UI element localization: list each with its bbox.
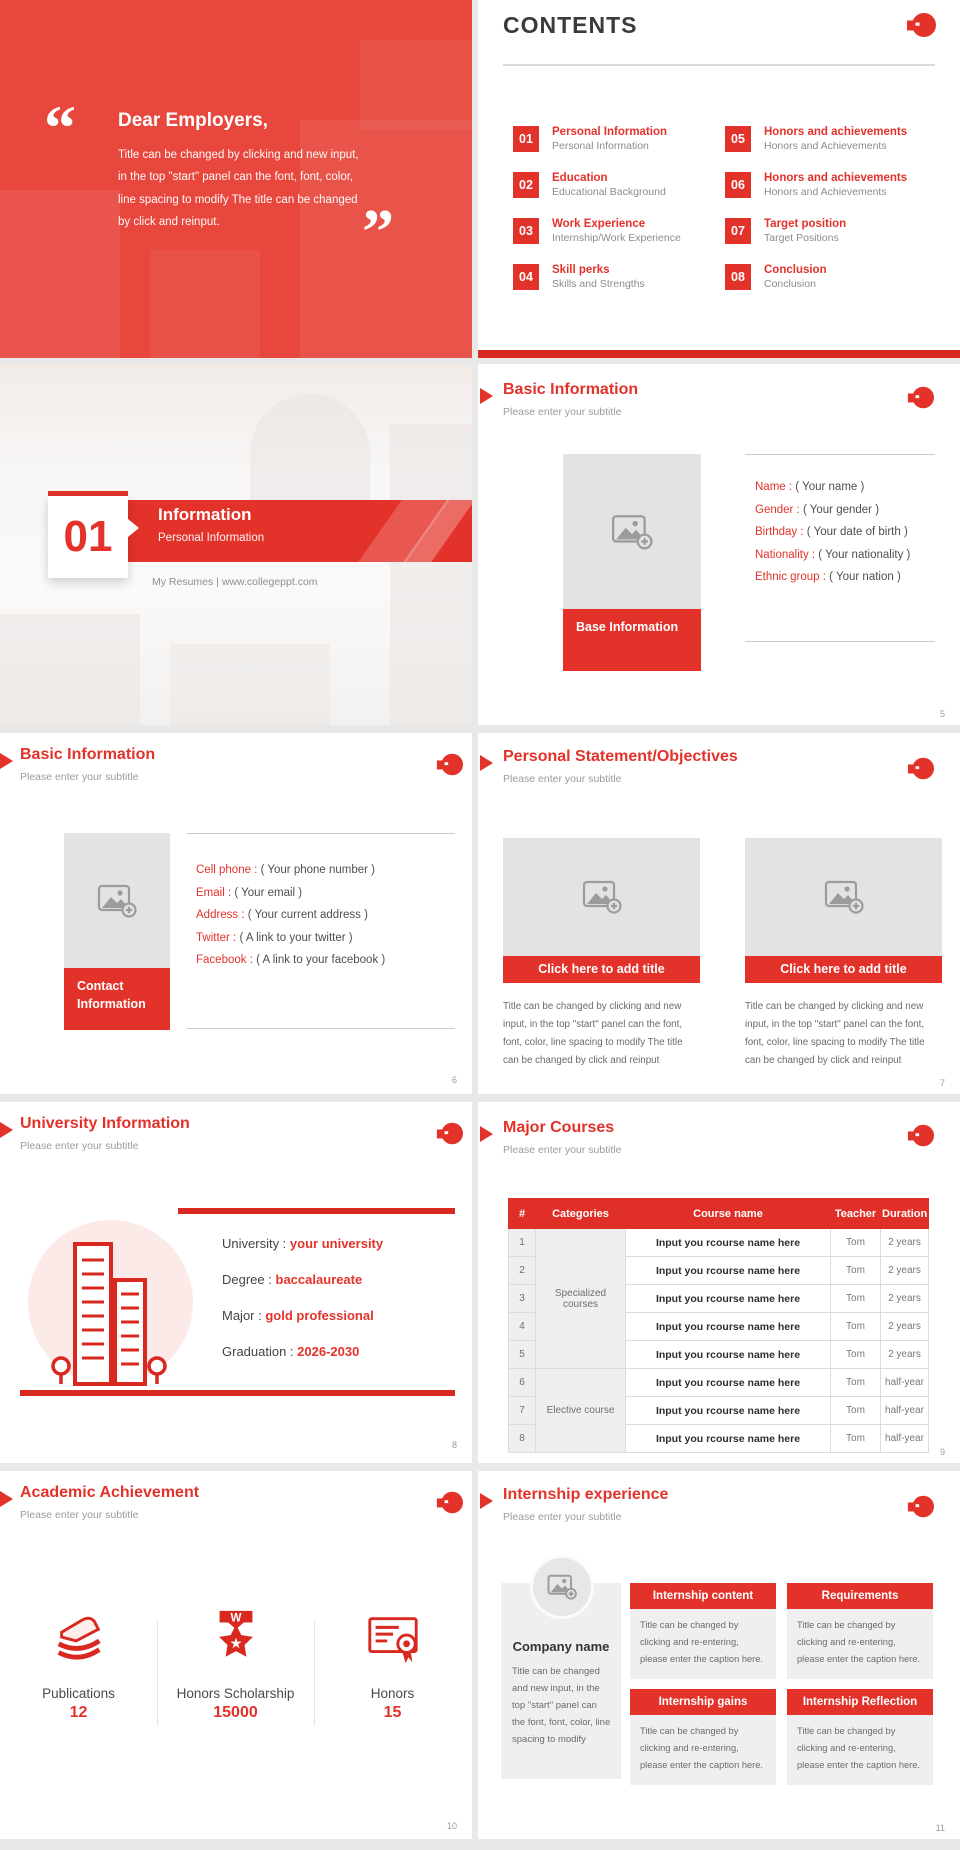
intro-heading: Dear Employers, bbox=[118, 110, 268, 131]
add-title-button[interactable]: Click here to add title bbox=[745, 956, 942, 983]
building-shape bbox=[360, 40, 472, 130]
add-image-icon bbox=[611, 514, 653, 550]
title-arrow-icon bbox=[0, 1491, 13, 1507]
section-footer: My Resumes | www.collegeppt.com bbox=[152, 576, 318, 588]
contact-information-label: Contact Information bbox=[64, 968, 170, 1030]
add-title-button[interactable]: Click here to add title bbox=[503, 956, 700, 983]
slide-title: Personal Statement/Objectives bbox=[503, 748, 738, 765]
card-body-text: Title can be changed by clicking and new input, in the top "start" panel can the font, font, color, line spacing to modify The title can be changed by click and reinput bbox=[503, 1001, 683, 1067]
table-row: 2 Input you rcourse name here Tom 2 years bbox=[509, 1257, 929, 1285]
slide-internship-experience[interactable] bbox=[478, 1471, 960, 1839]
slide-subtitle: Please enter your subtitle bbox=[20, 1509, 139, 1521]
intro-body: Title can be changed by clicking and new input, in the top "start" panel can the font, font, color, line spacing to modify The title can be changed by click and reinput. bbox=[118, 149, 359, 229]
title-arrow-icon bbox=[480, 1126, 493, 1142]
divider bbox=[503, 64, 935, 66]
red-blob-icon bbox=[907, 755, 934, 782]
field-row: Gender : ( Your gender ) bbox=[755, 503, 880, 516]
internship-box-body: Title can be changed by clicking and re-entering, please enter the caption here. bbox=[787, 1609, 933, 1679]
field-row: University : your university bbox=[222, 1236, 384, 1251]
internship-box-title: Requirements bbox=[787, 1583, 933, 1609]
top-red-bar bbox=[178, 1208, 455, 1214]
slide-title: Basic Information bbox=[20, 746, 156, 763]
info-fields bbox=[755, 476, 910, 589]
achievement-value: 15000 bbox=[213, 1704, 258, 1721]
company-photo-circle[interactable] bbox=[530, 1555, 594, 1619]
slide-personal-statement[interactable] bbox=[478, 733, 960, 1094]
svg-text:W: W bbox=[230, 1611, 241, 1625]
building-shape bbox=[390, 424, 472, 725]
publications-books-icon bbox=[50, 1609, 108, 1667]
open-quote-icon: “ bbox=[44, 92, 76, 163]
bottom-red-bar bbox=[478, 350, 960, 358]
internship-box-title: Internship Reflection bbox=[787, 1689, 933, 1715]
scholarship-medal-icon bbox=[207, 1609, 265, 1667]
page-number: 8 bbox=[451, 1440, 457, 1450]
image-placeholder[interactable] bbox=[503, 838, 700, 956]
slide-subtitle: Please enter your subtitle bbox=[503, 406, 622, 418]
field-row: Major : gold professional bbox=[222, 1308, 374, 1323]
category-cell: Elective course bbox=[536, 1369, 626, 1453]
company-name: Company name bbox=[512, 1639, 610, 1654]
field-row: Name : ( Your name ) bbox=[755, 481, 865, 493]
section-title: Information bbox=[158, 505, 252, 524]
building-shape bbox=[150, 250, 260, 358]
slide-intro[interactable] bbox=[0, 0, 472, 358]
svg-text:★: ★ bbox=[229, 1636, 242, 1651]
field-row: Facebook : ( A link to your facebook ) bbox=[196, 954, 386, 966]
red-blob-icon bbox=[436, 751, 463, 778]
achievement-label: Publications bbox=[42, 1686, 115, 1701]
red-blob-icon bbox=[436, 1120, 463, 1147]
slide-title: Basic Information bbox=[503, 381, 639, 398]
field-row: Nationality : ( Your nationality ) bbox=[755, 548, 911, 561]
company-body: Title can be changed and new input, in the top "start" panel can the font, font, color, line spacing to modify bbox=[512, 1666, 611, 1746]
contents-title: CONTENTS bbox=[503, 12, 638, 38]
slide-subtitle: Please enter your subtitle bbox=[503, 1511, 622, 1523]
item-number: 02 bbox=[513, 172, 539, 198]
red-blob-icon bbox=[906, 10, 936, 40]
table-row: 8 Input you rcourse name here Tom half-year bbox=[509, 1425, 929, 1453]
achievement-label: Honors Scholarship bbox=[176, 1686, 295, 1701]
building-shape bbox=[0, 614, 140, 725]
slide-section-01[interactable] bbox=[0, 364, 472, 725]
divider bbox=[187, 1028, 455, 1029]
item-number: 01 bbox=[513, 126, 539, 152]
achievement-label: Honors bbox=[370, 1686, 415, 1701]
field-row: Email : ( Your email ) bbox=[196, 886, 303, 899]
table-row: 7 Input you rcourse name here Tom half-year bbox=[509, 1397, 929, 1425]
photo-placeholder[interactable] bbox=[64, 833, 170, 968]
slide-subtitle: Please enter your subtitle bbox=[503, 1144, 622, 1156]
field-row: Address : ( Your current address ) bbox=[196, 909, 368, 921]
red-blob-icon bbox=[436, 1489, 463, 1516]
item-number: 06 bbox=[725, 172, 751, 198]
slide-title: Academic Achievement bbox=[20, 1484, 200, 1501]
photo-placeholder[interactable] bbox=[563, 454, 701, 609]
close-quote-icon: ” bbox=[362, 196, 394, 267]
achievement-value: 12 bbox=[69, 1704, 88, 1721]
internship-box-body: Title can be changed by clicking and re-entering, please enter the caption here. bbox=[630, 1609, 776, 1679]
slide-subtitle: Please enter your subtitle bbox=[20, 771, 139, 783]
internship-box-title: Internship content bbox=[630, 1583, 776, 1609]
building-shape bbox=[250, 394, 370, 514]
table-row: 3 Input you rcourse name here Tom 2 years bbox=[509, 1285, 929, 1313]
slide-title: Internship experience bbox=[503, 1486, 669, 1503]
red-blob-icon bbox=[907, 384, 934, 411]
title-arrow-icon bbox=[480, 1493, 493, 1509]
table-row: 1 Specialized courses Input you rcourse name here Tom 2 years bbox=[509, 1229, 929, 1257]
title-arrow-icon bbox=[480, 388, 493, 404]
achievement-item bbox=[0, 1609, 157, 1722]
add-image-icon bbox=[824, 880, 864, 914]
page-number: 9 bbox=[939, 1447, 945, 1457]
contact-fields bbox=[196, 859, 385, 972]
slide-academic-achievement[interactable] bbox=[0, 1471, 472, 1839]
honors-certificate-icon bbox=[364, 1609, 422, 1667]
item-number: 07 bbox=[725, 218, 751, 244]
slide-basic-information[interactable] bbox=[478, 364, 960, 725]
slide-subtitle: Please enter your subtitle bbox=[503, 773, 622, 785]
add-image-icon bbox=[547, 1574, 577, 1600]
section-number: 01 bbox=[63, 512, 113, 561]
divider bbox=[187, 833, 455, 834]
title-arrow-icon bbox=[0, 753, 13, 769]
slide-university-information[interactable] bbox=[0, 1102, 472, 1463]
field-row: Degree : baccalaureate bbox=[222, 1272, 363, 1287]
divider bbox=[745, 641, 935, 642]
bottom-red-bar bbox=[20, 1390, 455, 1396]
page-number: 5 bbox=[939, 709, 945, 719]
divider bbox=[745, 454, 935, 455]
page-number: 6 bbox=[451, 1075, 457, 1085]
university-building-icon bbox=[45, 1218, 170, 1390]
courses-table[interactable] bbox=[508, 1198, 929, 1453]
table-header-row: # Categories Course name Teacher Duration bbox=[509, 1199, 929, 1229]
red-blob-icon bbox=[907, 1493, 934, 1520]
internship-box-title: Internship gains bbox=[630, 1689, 776, 1715]
add-image-icon bbox=[97, 884, 137, 918]
section-number-card bbox=[48, 496, 128, 578]
page-number: 10 bbox=[446, 1821, 457, 1831]
building-shape bbox=[170, 644, 330, 725]
section-subtitle: Personal Information bbox=[158, 532, 265, 544]
image-placeholder[interactable] bbox=[745, 838, 942, 956]
table-row: 4 Input you rcourse name here Tom 2 years bbox=[509, 1313, 929, 1341]
item-number: 05 bbox=[725, 126, 751, 152]
building-shape bbox=[0, 190, 120, 358]
achievement-item bbox=[314, 1609, 471, 1722]
item-number: 04 bbox=[513, 264, 539, 290]
university-fields bbox=[222, 1236, 383, 1359]
field-row: Cell phone : ( Your phone number ) bbox=[196, 864, 376, 876]
card-body-text: Title can be changed by clicking and new input, in the top "start" panel can the font, font, color, line spacing to modify The title can be changed by click and reinput bbox=[745, 1001, 925, 1067]
achievement-value: 15 bbox=[383, 1704, 402, 1721]
slide-contact-information[interactable] bbox=[0, 733, 472, 1094]
category-cell: Specialized courses bbox=[536, 1229, 626, 1369]
item-number: 03 bbox=[513, 218, 539, 244]
title-arrow-icon bbox=[0, 1122, 13, 1138]
card-notch bbox=[128, 519, 139, 537]
slide-major-courses[interactable] bbox=[478, 1102, 960, 1463]
page-number: 7 bbox=[939, 1078, 945, 1088]
base-information-label: Base Information bbox=[563, 609, 701, 671]
title-arrow-icon bbox=[480, 755, 493, 771]
item-number: 08 bbox=[725, 264, 751, 290]
table-row: 5 Input you rcourse name here Tom 2 years bbox=[509, 1341, 929, 1369]
red-blob-icon bbox=[907, 1122, 934, 1149]
slide-subtitle: Please enter your subtitle bbox=[20, 1140, 139, 1152]
add-image-icon bbox=[582, 880, 622, 914]
field-row: Ethnic group : ( Your nation ) bbox=[755, 571, 901, 583]
slide-title: University Information bbox=[20, 1115, 190, 1132]
internship-box-body: Title can be changed by clicking and re-entering, please enter the caption here. bbox=[630, 1715, 776, 1785]
slide-contents[interactable]: CONTENTS 01 Personal Information Personal Information 02 Education Educational Background 03 Work Experience Internship/Work Experience 04 Skill perks Skills and Strengths 05 Honors and achievements Honors and Achievements 06 Honors and achievements Honors and Achievements 07 Target position Target Positions 08 Conclusion Conclusion bbox=[478, 0, 960, 358]
slide-title: Major Courses bbox=[503, 1119, 615, 1136]
field-row: Birthday : ( Your date of birth ) bbox=[755, 526, 908, 538]
field-row: Graduation : 2026-2030 bbox=[222, 1344, 360, 1359]
field-row: Twitter : ( A link to your twitter ) bbox=[196, 931, 353, 944]
table-row: 6 Elective course Input you rcourse name here Tom half-year bbox=[509, 1369, 929, 1397]
internship-box-body: Title can be changed by clicking and re-entering, please enter the caption here. bbox=[787, 1715, 933, 1785]
achievement-item bbox=[157, 1609, 314, 1722]
page-number: 11 bbox=[935, 1823, 945, 1833]
